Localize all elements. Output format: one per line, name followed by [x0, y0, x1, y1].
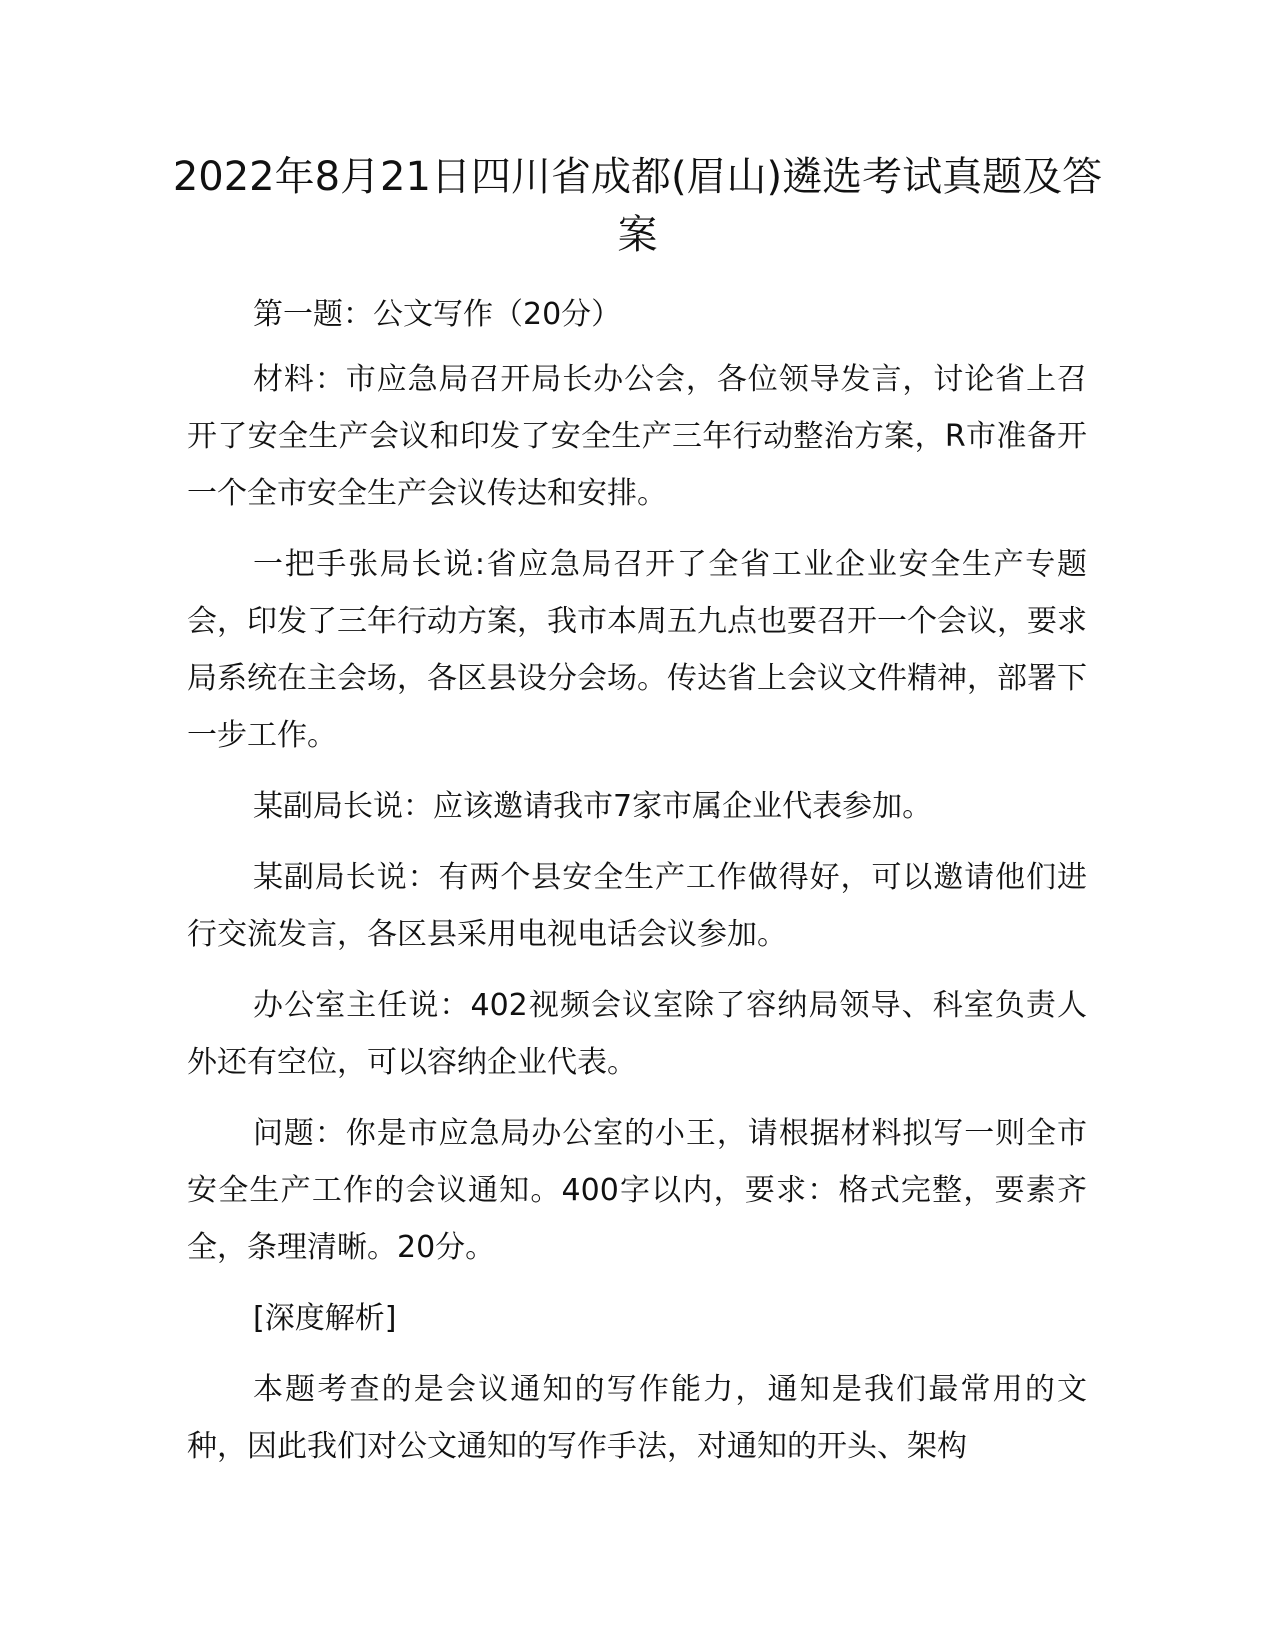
material-paragraph: 材料：市应急局召开局长办公会，各位领导发言，讨论省上召开了安全生产会议和印发了安全生产三年行动整治方案，R市准备开一个全市安全生产会议传达和安排。: [187, 362, 1087, 511]
office-director-paragraph: 办公室主任说：402视频会议室除了容纳局领导、科室负责人外还有空位，可以容纳企业代表。: [187, 988, 1087, 1080]
deputy-statement-paragraph-2: 某副局长说：有两个县安全生产工作做得好，可以邀请他们进行交流发言，各区县采用电视电话会议参加。: [187, 860, 1087, 952]
document-body: [187, 286, 1087, 1489]
deputy-statement-paragraph-1: 某副局长说：应该邀请我市7家市属企业代表参加。: [253, 789, 933, 824]
question-heading: 第一题：公文写作（20分）: [253, 297, 622, 332]
analysis-paragraph: 本题考查的是会议通知的写作能力，通知是我们最常用的文种，因此我们对公文通知的写作手法，对通知的开头、架构: [187, 1372, 1087, 1464]
document-title: 2022年8月21日四川省成都(眉山)遴选考试真题及答案: [172, 154, 1103, 258]
analysis-heading: [深度解析]: [253, 1301, 397, 1336]
director-statement-paragraph: 一把手张局长说:省应急局召开了全省工业企业安全生产专题会，印发了三年行动方案，我市本周五九点也要召开一个会议，要求局系统在主会场，各区县设分会场。传达省上会议文件精神，部署下一步工作。: [187, 547, 1087, 753]
question-paragraph: 问题：你是市应急局办公室的小王，请根据材料拟写一则全市安全生产工作的会议通知。400字以内，要求：格式完整，要素齐全，条理清晰。20分。: [187, 1116, 1087, 1265]
